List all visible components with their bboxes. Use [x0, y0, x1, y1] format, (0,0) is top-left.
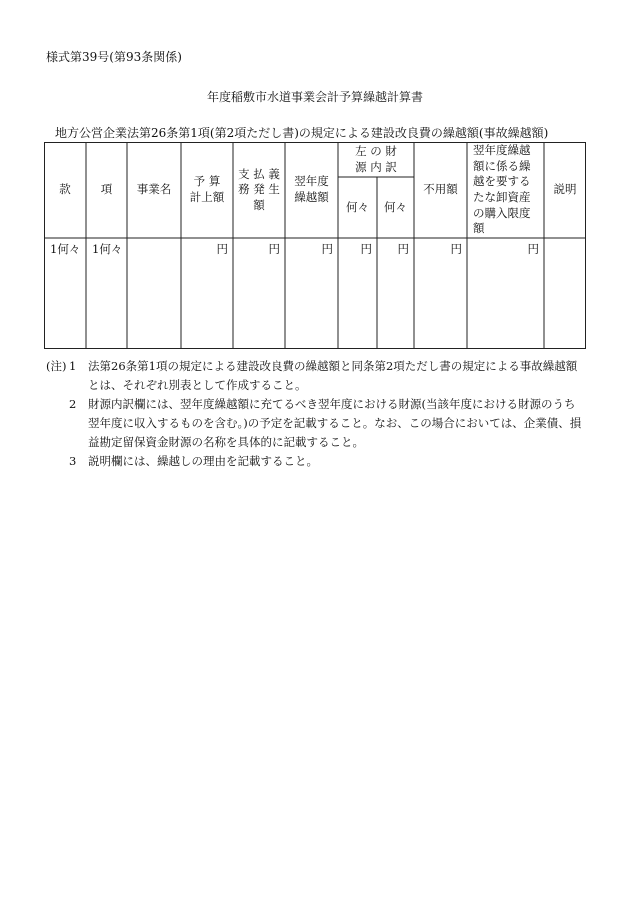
row-fuyougaku-unit: 円: [450, 242, 462, 257]
header-yokunendo: 翌年度 繰越額: [294, 174, 329, 204]
form-number: 様式第39号(第93条関係): [46, 50, 182, 64]
header-zaigen-1: 何々: [346, 199, 369, 214]
header-zaigen-2: 何々: [384, 199, 407, 214]
row-kan: 1何々: [50, 242, 81, 257]
note-text: 法第26条第1項の規定による建設改良費の繰越額と同条第2項ただし書の規定による事故繰越額とは、それぞれ別表として作成すること。: [88, 359, 578, 392]
row-yosan-unit: 円: [216, 242, 228, 257]
note-item: [46, 357, 586, 395]
note-item: [46, 452, 586, 471]
notes: [46, 357, 586, 471]
note-number: 1: [69, 359, 77, 373]
carryover-table: [44, 142, 586, 348]
header-fuyougaku: 不用額: [423, 182, 458, 197]
row-zaigen-1-unit: 円: [360, 242, 372, 257]
header-yosan: 予 算 計上額: [189, 174, 225, 204]
document-title: 年度稲敷市水道事業会計予算繰越計算書: [206, 90, 423, 104]
note-item: [46, 395, 586, 452]
header-jigyoumei: 事業名: [136, 182, 172, 197]
row-yokunendo-unit: 円: [321, 242, 333, 257]
header-zaigen-group: 左 の 財 源 内 訳: [355, 143, 397, 174]
header-kan: 款: [59, 182, 71, 197]
row-kou: 1何々: [92, 242, 123, 257]
row-shiharai-unit: 円: [268, 242, 280, 257]
note-text: 財源内訳欄には、翌年度繰越額に充てるべき翌年度における財源(当該年度における財源のうち翌年度に収入するものを含む。)の予定を記載すること。なお、この場合においては、企業債、損益勘定留保資金財源の名称を具体的に記載すること。: [88, 397, 582, 449]
note-number: 2: [69, 397, 77, 411]
header-setsumei: 説明: [553, 182, 577, 197]
header-kou: 項: [100, 182, 113, 197]
row-oroshi-unit: 円: [527, 242, 539, 257]
row-zaigen-2-unit: 円: [397, 242, 409, 257]
table-caption: 地方公営企業法第26条第1項(第2項ただし書)の規定による建設改良費の繰越額(事故繰越額): [55, 126, 549, 140]
note-number: 3: [69, 454, 77, 468]
header-shiharai: 支 払 義 務 発 生 額: [238, 166, 280, 212]
header-oroshi: 翌年度繰越 額に係る繰 越を要する たな卸資産 の購入限度 額: [473, 143, 531, 236]
notes-lead: (注): [46, 359, 67, 373]
note-text: 説明欄には、繰越しの理由を記載すること。: [88, 454, 318, 468]
